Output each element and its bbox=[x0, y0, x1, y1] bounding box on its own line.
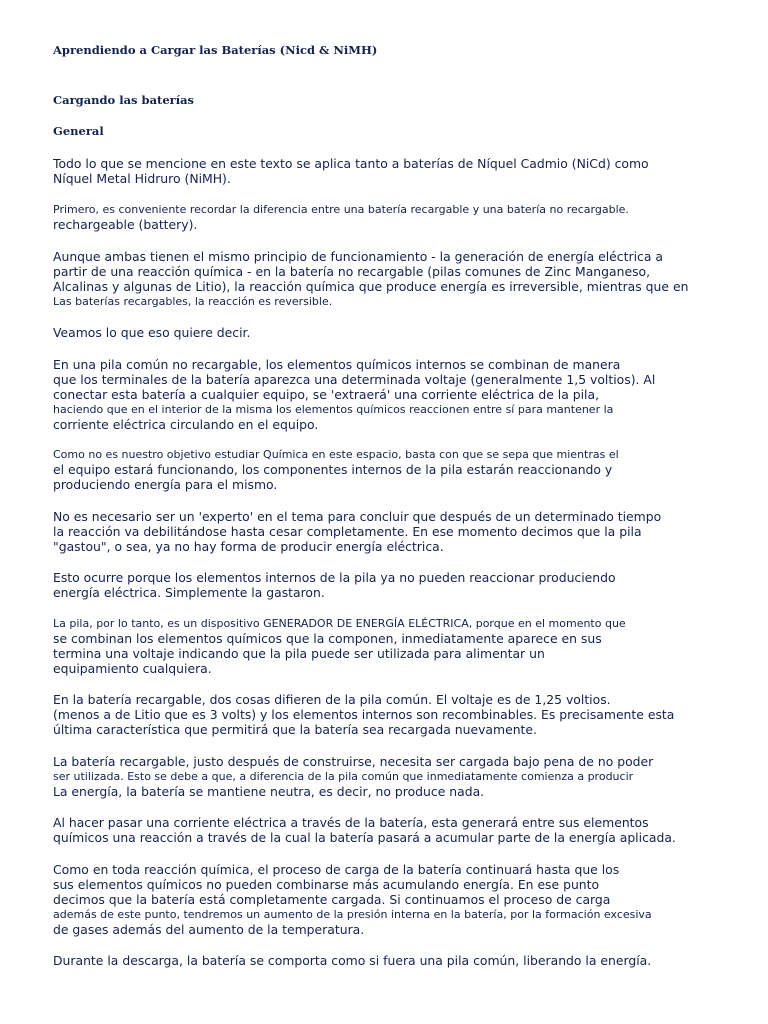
paragraph-line: La pila, por lo tanto, es un dispositivo GENERADOR DE ENERGÍA ELÉCTRICA, porque en el momento que bbox=[53, 617, 626, 630]
paragraph-line: haciendo que en el interior de la misma los elementos químicos reaccionen entre sí para mantener la bbox=[53, 403, 614, 416]
paragraph-line: sus elementos químicos no pueden combinarse más acumulando energía. En ese punto bbox=[53, 877, 600, 892]
paragraph bbox=[53, 692, 685, 737]
document-title: Aprendiendo a Cargar las Baterías (Nicd & NiMH) bbox=[53, 43, 378, 57]
paragraph-line: Al hacer pasar una corriente eléctrica a través de la batería, esta generará entre sus elementos bbox=[53, 815, 649, 830]
paragraph-line: conectar esta batería a cualquier equipo, se 'extraerá' una corriente eléctrica de la pila, bbox=[53, 387, 600, 402]
paragraph-line: equipamiento cualquiera. bbox=[53, 661, 212, 676]
paragraph-line: termina una voltaje indicando que la pila puede ser utilizada para alimentar un bbox=[53, 646, 545, 661]
paragraph bbox=[53, 862, 685, 937]
paragraph-line: corriente eléctrica circulando en el equipo. bbox=[53, 417, 319, 432]
paragraph bbox=[53, 815, 685, 845]
paragraph-line: decimos que la batería está completamente cargada. Si continuamos el proceso de carga bbox=[53, 892, 611, 907]
paragraph-line: se combinan los elementos químicos que la componen, inmediatamente aparece en sus bbox=[53, 631, 602, 646]
paragraph-line: además de este punto, tendremos un aumento de la presión interna en la batería, por la formación excesiva bbox=[53, 908, 652, 921]
paragraph-line: "gastou", o sea, ya no hay forma de producir energía eléctrica. bbox=[53, 539, 444, 554]
paragraph-line: (menos a de Litio que es 3 volts) y los elementos internos son recombinables. Es precisamente esta bbox=[53, 707, 675, 722]
paragraph bbox=[53, 754, 685, 799]
paragraph-line: de gases además del aumento de la temperatura. bbox=[53, 922, 365, 937]
paragraph-line: Esto ocurre porque los elementos internos de la pila ya no pueden reaccionar produciendo bbox=[53, 570, 616, 585]
paragraph bbox=[53, 447, 685, 492]
paragraph bbox=[53, 202, 685, 232]
paragraph-line: la reacción va debilitándose hasta cesar completamente. En ese momento decimos que la pila bbox=[53, 524, 642, 539]
paragraph-line: químicos una reacción a través de la cual la batería pasará a acumular parte de la energía aplicada. bbox=[53, 830, 676, 845]
paragraph-line: Primero, es conveniente recordar la diferencia entre una batería recargable y una batería no recargable. bbox=[53, 203, 629, 216]
paragraph-line: produciendo energía para el mismo. bbox=[53, 477, 278, 492]
paragraph-line: Las baterías recargables, la reacción es reversible. bbox=[53, 295, 333, 308]
paragraph-line: rechargeable (battery). bbox=[53, 217, 198, 232]
paragraph-line: En una pila común no recargable, los elementos químicos internos se combinan de manera bbox=[53, 357, 621, 372]
paragraph-line: Veamos lo que eso quiere decir. bbox=[53, 325, 251, 340]
paragraph-line: partir de una reacción química - en la batería no recargable (pilas comunes de Zinc Manganeso, bbox=[53, 264, 651, 279]
paragraph bbox=[53, 509, 685, 554]
paragraph-line: Como en toda reacción química, el proceso de carga de la batería continuará hasta que los bbox=[53, 862, 620, 877]
paragraph-line: Aunque ambas tienen el mismo principio de funcionamiento - la generación de energía eléctrica a bbox=[53, 249, 663, 264]
paragraph-line: Como no es nuestro objetivo estudiar Química en este espacio, basta con que se sepa que mientras el bbox=[53, 448, 619, 461]
section-heading: Cargando las baterías bbox=[53, 93, 195, 107]
paragraph bbox=[53, 953, 685, 968]
paragraph-line: ser utilizada. Esto se debe a que, a diferencia de la pila común que inmediatamente comienza a producir bbox=[53, 770, 634, 783]
paragraph-line: Durante la descarga, la batería se comporta como si fuera una pila común, liberando la energía. bbox=[53, 953, 652, 968]
paragraph bbox=[53, 249, 689, 309]
paragraph-line: No es necesario ser un 'experto' en el tema para concluir que después de un determinado tiempo bbox=[53, 509, 662, 524]
paragraph-line: Níquel Metal Hidruro (NiMH). bbox=[53, 171, 231, 186]
paragraph bbox=[53, 325, 685, 340]
paragraph bbox=[53, 156, 685, 186]
paragraph-line: La batería recargable, justo después de construirse, necesita ser cargada bajo pena de no poder bbox=[53, 754, 654, 769]
subsection-heading: General bbox=[53, 124, 104, 138]
paragraph-line: Todo lo que se mencione en este texto se aplica tanto a baterías de Níquel Cadmio (NiCd) como bbox=[53, 156, 649, 171]
paragraph-line: En la batería recargable, dos cosas difieren de la pila común. El voltaje es de 1,25 voltios. bbox=[53, 692, 611, 707]
paragraph-line: el equipo estará funcionando, los componentes internos de la pila estarán reaccionando y bbox=[53, 462, 613, 477]
paragraph-line: Alcalinas y algunas de Litio), la reacción química que produce energía es irreversible, mientras que en bbox=[53, 279, 689, 294]
paragraph bbox=[53, 570, 685, 600]
paragraph bbox=[53, 357, 685, 432]
paragraph-line: La energía, la batería se mantiene neutra, es decir, no produce nada. bbox=[53, 784, 485, 799]
paragraph bbox=[53, 616, 685, 676]
paragraph-line: energía eléctrica. Simplemente la gastaron. bbox=[53, 585, 325, 600]
paragraph-line: última característica que permitirá que la batería sea recargada nuevamente. bbox=[53, 722, 537, 737]
paragraph-line: que los terminales de la batería aparezca una determinada voltaje (generalmente 1,5 voltios). Al bbox=[53, 372, 656, 387]
